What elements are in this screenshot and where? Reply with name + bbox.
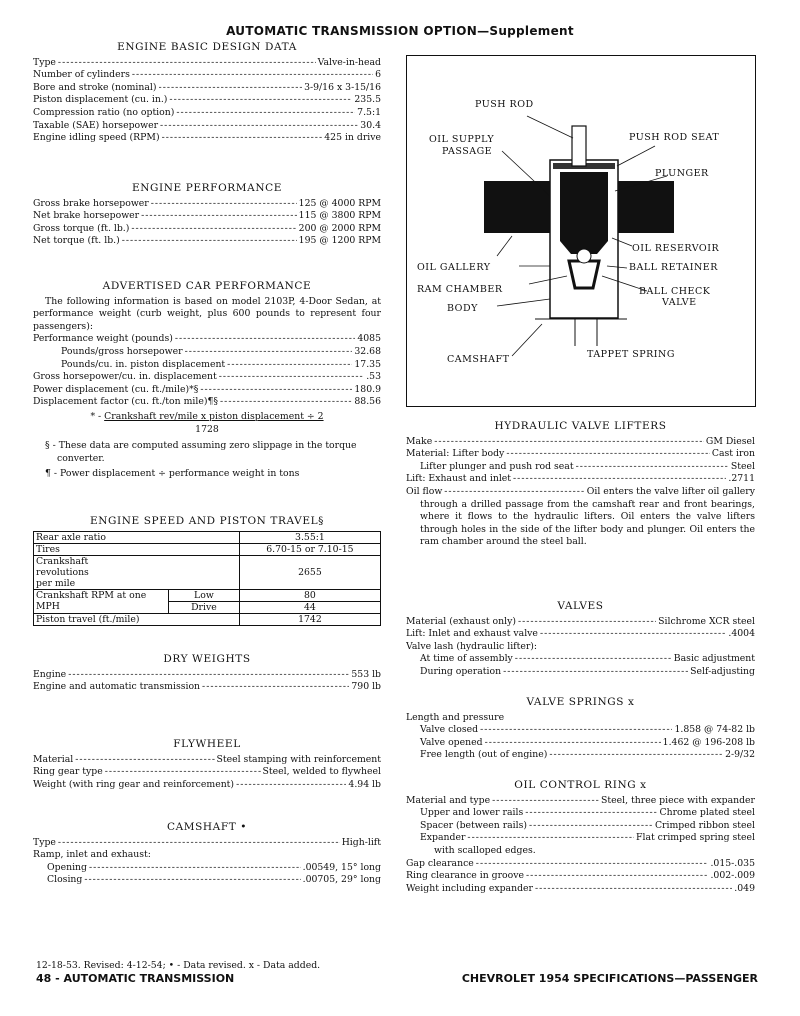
spec-row (406, 641, 755, 654)
advertised-intro: The following information is based on model 2103P, 4-Door Sedan, at performance weight (curb weight, plus 600 pounds to represent four passengers): (33, 295, 381, 332)
spec-row (33, 396, 381, 409)
spec-row (33, 862, 381, 875)
dot-leader (518, 616, 656, 629)
spec-row (33, 874, 381, 887)
spec-row (406, 858, 755, 871)
dot-leader (200, 384, 352, 397)
spec-label: During operation (420, 665, 502, 677)
spec-row (33, 132, 381, 145)
spec-label: Net torque (ft. lb.) (33, 235, 120, 247)
revision-note: 12-18-53. Revised: 4-12-54; • - Data revised. x - Data added. (36, 960, 321, 971)
spec-row (406, 832, 755, 845)
spec-label: Type (33, 56, 56, 68)
section-title: CAMSHAFT • (166, 821, 248, 833)
dot-leader (105, 766, 261, 779)
spec-value: .00705, 29° long (302, 874, 381, 886)
spec-value: 115 @ 3800 RPM (298, 210, 381, 222)
spec-value: 1.858 @ 74-82 lb (674, 724, 755, 736)
spec-row (406, 653, 755, 666)
spec-row (406, 737, 755, 750)
spec-value: Oil enters the valve lifter oil gallery (586, 485, 755, 497)
dot-leader (58, 837, 340, 850)
camshaft-section (33, 821, 381, 887)
spec-label: Power displacement (cu. ft./mile)*§ (33, 383, 199, 395)
spec-row (406, 795, 755, 808)
spec-label: Displacement factor (cu. ft./ton mile)¶§ (33, 396, 219, 408)
spec-row (33, 120, 381, 133)
table-row (34, 613, 381, 625)
dot-leader (434, 436, 704, 449)
spec-row (406, 486, 755, 499)
table-row (34, 543, 381, 555)
table-cell: 44 (239, 601, 380, 613)
spec-row (33, 107, 381, 120)
spec-value: 1.462 @ 196-208 lb (662, 736, 755, 748)
oil-flow-description: through a drilled passage from the camshaft rear and front bearings, where it flows to the hydraulic lifters. Oil enters the valve lifters through holes in the side of the lifter body and plunger. Oil enters the ram chamber around the steel ball. (420, 498, 755, 548)
dot-leader (227, 359, 352, 372)
dot-leader (89, 862, 301, 875)
spec-row (33, 94, 381, 107)
table-cell: Crankshaft revolutions per mile (34, 555, 240, 589)
formula-prefix: * - (90, 410, 102, 422)
section-title: VALVE SPRINGS x (526, 696, 635, 708)
label-oil-supply-passage: PASSAGE (442, 146, 493, 157)
spec-row (33, 669, 381, 682)
label-ball-check: BALL CHECK (639, 286, 711, 297)
engine-basic-design-section (33, 41, 381, 145)
table-cell: 80 (239, 589, 380, 601)
label-plunger: PLUNGER (655, 168, 709, 179)
footer-right: CHEVROLET 1954 SPECIFICATIONS—PASSENGER (461, 972, 758, 985)
spec-value: Silchrome XCR steel (658, 615, 755, 627)
spec-value: Steel stamping with reinforcement (216, 753, 381, 765)
spec-value: 7.5:1 (357, 106, 381, 118)
dot-leader (131, 223, 296, 236)
spec-row (33, 371, 381, 384)
dot-leader (549, 749, 723, 762)
spec-value: 32.68 (354, 345, 381, 357)
spec-label: Ring clearance in groove (406, 870, 524, 882)
engine-speed-section (33, 515, 381, 626)
spec-label: Expander (420, 832, 466, 844)
spec-row (406, 749, 755, 762)
spec-label: Performance weight (pounds) (33, 333, 173, 345)
engine-performance-section (33, 182, 381, 248)
spec-value: 3-9/16 x 3-15/16 (304, 81, 381, 93)
spec-row (406, 724, 755, 737)
section-title: FLYWHEEL (173, 738, 241, 750)
spec-value: GM Diesel (705, 435, 755, 447)
spec-row (406, 436, 755, 449)
spec-value: 235.5 (354, 94, 381, 106)
spec-value: .049 (734, 882, 755, 894)
spec-row (33, 754, 381, 767)
spec-value: 88.56 (354, 396, 381, 408)
dot-leader (202, 681, 349, 694)
spec-row (406, 820, 755, 833)
formula (33, 411, 381, 424)
spec-row (406, 666, 755, 679)
footnote-section: § - These data are computed assuming zero slippage in the torque converter. (45, 440, 357, 464)
oil-control-ring-section (406, 779, 755, 895)
dot-leader (525, 807, 657, 820)
spec-value: 125 @ 4000 RPM (298, 197, 381, 209)
dot-leader (160, 120, 358, 133)
dot-leader (529, 820, 653, 833)
spec-label: Free length (out of engine) (420, 749, 548, 761)
spec-label: Gap clearance (406, 857, 474, 869)
spec-value: 180.9 (354, 383, 381, 395)
spec-value: 425 in drive (324, 132, 381, 144)
dot-leader (84, 874, 300, 887)
dot-leader (444, 486, 584, 499)
table-cell: Piston travel (ft./mile) (34, 613, 240, 625)
spec-row (33, 235, 381, 248)
label-ball-retainer: BALL RETAINER (629, 262, 718, 273)
spec-row (406, 883, 755, 896)
spec-row (406, 448, 755, 461)
section-title: ENGINE PERFORMANCE (131, 182, 283, 194)
dot-leader (175, 333, 355, 346)
label-tappet-spring: TAPPET SPRING (587, 349, 675, 360)
spec-label: Gross horsepower/cu. in. displacement (33, 371, 217, 383)
section-title: ENGINE BASIC DESIGN DATA (117, 41, 297, 53)
ball-check-shape (577, 249, 591, 263)
spec-value: .4004 (728, 628, 755, 640)
spec-label: Ring gear type (33, 766, 103, 778)
formula-numerator: Crankshaft rev/mile x piston displacement ÷ 2 (104, 410, 324, 422)
spec-row (33, 69, 381, 82)
dot-leader (176, 107, 355, 120)
dot-leader (480, 724, 672, 737)
label-ram-chamber: RAM CHAMBER (417, 284, 503, 295)
dot-leader (513, 473, 726, 486)
spec-value: .2711 (728, 473, 755, 485)
spec-label: Weight including expander (406, 882, 533, 894)
dot-leader (122, 235, 297, 248)
table-cell: 3.55:1 (239, 531, 380, 543)
spec-label: with scalloped edges. (434, 844, 536, 856)
dot-leader (159, 82, 303, 95)
spec-label: Oil flow (406, 485, 443, 497)
spec-value: Crimped ribbon steel (654, 819, 755, 831)
page-header-title: AUTOMATIC TRANSMISSION OPTION—Supplement (226, 24, 574, 38)
spec-row (33, 384, 381, 397)
spec-label: Lift: Exhaust and inlet (406, 473, 512, 485)
dot-leader (236, 779, 346, 792)
spec-label: Valve opened (420, 736, 483, 748)
dot-leader (162, 132, 323, 145)
spec-value: 790 lb (351, 681, 381, 693)
dot-leader (485, 737, 661, 750)
dot-leader (132, 69, 373, 82)
spec-label: Engine idling speed (RPM) (33, 132, 160, 144)
dot-leader (535, 883, 732, 896)
spec-row (33, 210, 381, 223)
spec-label: Material: Lifter body (406, 448, 505, 460)
section-title: OIL CONTROL RING x (514, 779, 647, 791)
spec-label: Lifter plunger and push rod seat (420, 460, 574, 472)
dot-leader (219, 371, 364, 384)
table-cell: Crankshaft RPM at one MPH (34, 589, 169, 613)
spec-row (33, 198, 381, 211)
table-row (34, 589, 381, 601)
spec-row (406, 616, 755, 629)
dot-leader (151, 198, 297, 211)
table-cell: 1742 (239, 613, 380, 625)
spec-label: Engine and automatic transmission (33, 681, 201, 693)
label-push-rod: PUSH ROD (475, 99, 534, 110)
footnote-paragraph: ¶ - Power displacement ÷ performance weight in tons (45, 468, 300, 480)
table-row (34, 555, 381, 589)
spec-row (33, 82, 381, 95)
spec-row (406, 807, 755, 820)
spec-value: Steel, welded to flywheel (262, 766, 381, 778)
spec-value: .002-.009 (710, 870, 755, 882)
spec-value: Basic adjustment (673, 653, 755, 665)
spec-label: Pounds/gross horsepower (61, 345, 183, 357)
table-cell: Drive (169, 601, 240, 613)
spec-label: Material (33, 753, 74, 765)
dot-leader (515, 653, 672, 666)
dot-leader (75, 754, 214, 767)
spec-value: .015-.035 (710, 857, 755, 869)
spec-value: 4085 (357, 333, 381, 345)
label-push-rod-seat: PUSH ROD SEAT (629, 132, 720, 143)
spec-row (33, 766, 381, 779)
label-camshaft: CAMSHAFT (447, 354, 510, 365)
spec-label: Valve lash (hydraulic lifter): (406, 640, 538, 652)
spec-row (406, 628, 755, 641)
spec-row (406, 473, 755, 486)
formula-denominator: 1728 (195, 423, 219, 435)
spec-row (33, 359, 381, 372)
hydraulic-valve-lifters-section (406, 420, 755, 549)
engine-speed-table (33, 531, 381, 626)
section-title: DRY WEIGHTS (163, 653, 251, 665)
plunger-shape (560, 172, 608, 254)
spec-row (33, 223, 381, 236)
table-cell: Low (169, 589, 240, 601)
spec-row (33, 681, 381, 694)
spec-value: .53 (366, 371, 381, 383)
label-ball-check-valve: VALVE (662, 297, 697, 308)
spec-value: 200 @ 2000 RPM (298, 222, 381, 234)
spec-value: .00549, 15° long (302, 861, 381, 873)
spec-label: Opening (47, 861, 87, 873)
table-row (34, 531, 381, 543)
spec-value: Valve-in-head (317, 56, 381, 68)
spec-label: Type (33, 836, 56, 848)
spec-row (406, 870, 755, 883)
dot-leader (68, 669, 349, 682)
label-oil-supply: OIL SUPPLY (429, 134, 495, 145)
spec-label: Bore and stroke (nominal) (33, 81, 157, 93)
dot-leader (185, 346, 353, 359)
spec-value: High-lift (341, 836, 381, 848)
label-oil-gallery: OIL GALLERY (417, 262, 491, 273)
spec-value: 553 lb (351, 668, 381, 680)
dry-weights-section (33, 653, 381, 694)
spec-label: Gross torque (ft. lb.) (33, 222, 130, 234)
dot-leader (476, 858, 709, 871)
dot-leader (220, 396, 352, 409)
dot-leader (492, 795, 599, 808)
spec-label: Spacer (between rails) (420, 819, 528, 831)
dot-leader (467, 832, 634, 845)
spec-value: Chrome plated steel (659, 807, 755, 819)
lifter-cutaway-illustration (407, 56, 754, 405)
footer-left: 48 - AUTOMATIC TRANSMISSION (36, 972, 235, 985)
spec-label: Compression ratio (no option) (33, 106, 175, 118)
table-cell: 2655 (239, 555, 380, 589)
spec-label: Taxable (SAE) horsepower (33, 119, 159, 131)
spec-label: Number of cylinders (33, 69, 130, 81)
spec-row (33, 333, 381, 346)
spec-value: Flat crimped spring steel (636, 832, 755, 844)
spec-row (33, 57, 381, 70)
spec-value: 30.4 (360, 119, 381, 131)
section-title: ADVERTISED CAR PERFORMANCE (102, 280, 312, 292)
spec-label: Lift: Inlet and exhaust valve (406, 628, 538, 640)
spec-value: 17.35 (354, 358, 381, 370)
spec-label: Upper and lower rails (420, 807, 524, 819)
dot-leader (576, 461, 729, 474)
dot-leader (503, 666, 688, 679)
dot-leader (141, 210, 297, 223)
spec-row (406, 845, 755, 858)
spec-row (33, 837, 381, 850)
dot-leader (506, 448, 710, 461)
spec-label: Net brake horsepower (33, 210, 140, 222)
push-rod-shape (572, 126, 586, 166)
section-title: ENGINE SPEED AND PISTON TRAVEL§ (89, 515, 325, 527)
valve-springs-section (406, 696, 755, 762)
valves-section (406, 600, 755, 679)
spec-label: Length and pressure (406, 711, 505, 723)
spec-label: Material and type (406, 794, 491, 806)
section-title: HYDRAULIC VALVE LIFTERS (494, 420, 667, 432)
spec-label: Pounds/cu. in. piston displacement (61, 358, 226, 370)
flywheel-section (33, 738, 381, 791)
spec-value: 2-9/32 (725, 749, 755, 761)
spec-row (406, 461, 755, 474)
dot-leader (58, 57, 316, 70)
spec-label: Weight (with ring gear and reinforcement) (33, 778, 235, 790)
label-body: BODY (447, 303, 478, 314)
spec-value: 4.94 lb (348, 778, 381, 790)
spec-value: 6 (375, 69, 381, 81)
spec-value: Steel, three piece with expander (601, 794, 755, 806)
spec-label: Piston displacement (cu. in.) (33, 94, 168, 106)
spec-value: Steel (730, 460, 755, 472)
spec-label: Make (406, 435, 433, 447)
spec-label: At time of assembly (420, 653, 513, 665)
table-cell: Rear axle ratio (34, 531, 240, 543)
spec-row (33, 779, 381, 792)
spec-row (406, 712, 755, 725)
label-oil-reservoir: OIL RESERVOIR (632, 243, 720, 254)
valve-lifter-diagram (406, 55, 756, 407)
dot-leader (526, 870, 708, 883)
spec-label: Material (exhaust only) (406, 615, 516, 627)
spec-value: Self-adjusting (690, 665, 755, 677)
spec-label: Gross brake horsepower (33, 197, 149, 209)
dot-leader (169, 94, 352, 107)
spec-row (33, 849, 381, 862)
spec-label: Closing (47, 874, 83, 886)
dot-leader (540, 628, 726, 641)
spec-value: Cast iron (711, 448, 755, 460)
table-cell: 6.70-15 or 7.10-15 (239, 543, 380, 555)
spec-row (33, 346, 381, 359)
table-cell: Tires (34, 543, 240, 555)
spec-label: Valve closed (420, 724, 479, 736)
advertised-performance-section (33, 280, 381, 481)
spec-label: Ramp, inlet and exhaust: (33, 849, 151, 861)
section-title: VALVES (557, 600, 604, 612)
spec-value: 195 @ 1200 RPM (298, 235, 381, 247)
spec-label: Engine (33, 668, 67, 680)
